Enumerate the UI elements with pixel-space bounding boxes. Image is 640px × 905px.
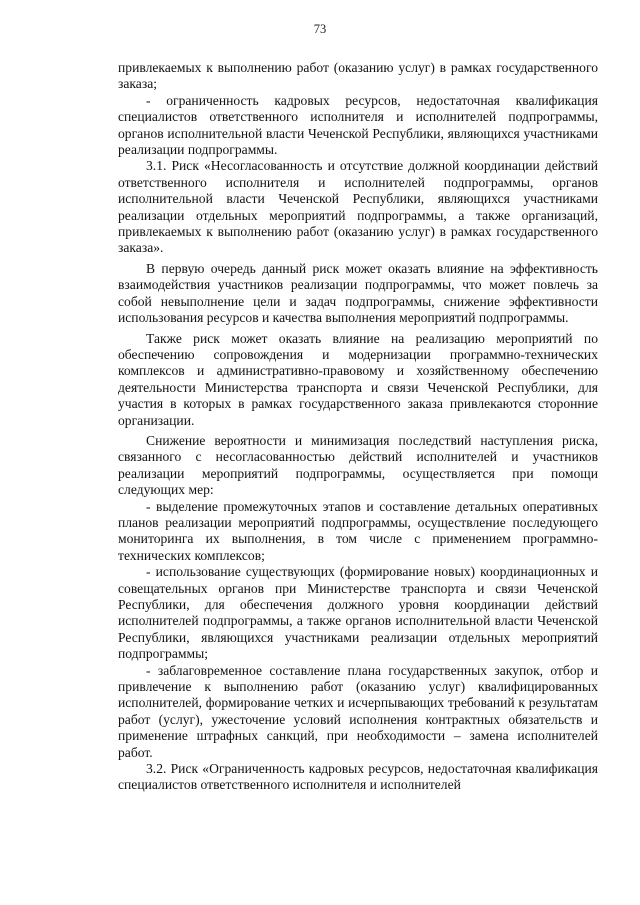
paragraph-measure-2: - использование существующих (формирование новых) координационных и совещательных органов при Министерстве транспорта и связи Чеченской Республики, для обеспечения должного уровня координации действий исполнителей подпрограммы, а также органов исполнительной власти Чеченской Республики, являющихся участниками реализации отдельных мероприятий подпрограммы;: [118, 564, 598, 662]
paragraph-risk-3-1: 3.1. Риск «Несогласованность и отсутствие должной координации действий ответственного исполнителя и исполнителей подпрограммы, органов исполнительной власти Чеченской Республики, являющихся участниками реализации отдельных мероприятий подпрограммы, а также организаций, привлекаемых к выполнению работ (оказанию услуг) в рамках государственного заказа».: [118, 158, 598, 256]
paragraph-risk-3-2: 3.2. Риск «Ограниченность кадровых ресурсов, недостаточная квалификация специалистов ответственного исполнителя и исполнителей: [118, 761, 598, 793]
paragraph-measure-1: - выделение промежуточных этапов и составление детальных оперативных планов реализации мероприятий подпрограммы, осуществление последующего мониторинга их выполнения, в том числе с применением программно-технических комплексов;: [118, 498, 598, 563]
paragraph-mitigation: Снижение вероятности и минимизация последствий наступления риска, связанного с несогласованностью действий исполнителей и участников реализации мероприятий подпрограммы, осуществляется при помощи следующих мер:: [118, 432, 598, 498]
paragraph-bullet-limited-staff: - ограниченность кадровых ресурсов, недостаточная квалификация специалистов ответственного исполнителя и исполнителей подпрограммы, органов исполнительной власти Чеченской Республики, являющихся участниками реализации подпрограммы.: [118, 92, 598, 158]
paragraph-also-risk: Также риск может оказать влияние на реализацию мероприятий по обеспечению сопровождения и модернизации программно-технических комплексов и административно-правовому и хозяйственному обеспечению деятельности Министерства транспорта и связи Чеченской Республики, для участия в которых в рамках государственного заказа привлекаются сторонние организации.: [118, 330, 598, 428]
paragraph-effect: В первую очередь данный риск может оказать влияние на эффективность взаимодействия участников реализации подпрограммы, что может повлечь за собой невыполнение цели и задач подпрограммы, снижение эффективности использования ресурсов и качества выполнения мероприятий подпрограммы.: [118, 260, 598, 326]
paragraph-continuation: привлекаемых к выполнению работ (оказанию услуг) в рамках государственного заказа;: [118, 60, 598, 92]
document-body: [118, 60, 598, 794]
paragraph-measure-3: - заблаговременное составление плана государственных закупок, отбор и привлечение к выполнению работ (оказанию услуг) квалифицированных исполнителей, формирование четких и исчерпывающих требований к результатам работ (услуг), ужесточение условий исполнения контрактных обязательств и применение штрафных санкций, при необходимости – замена исполнителей работ.: [118, 662, 598, 760]
page-number: 73: [313, 22, 327, 36]
